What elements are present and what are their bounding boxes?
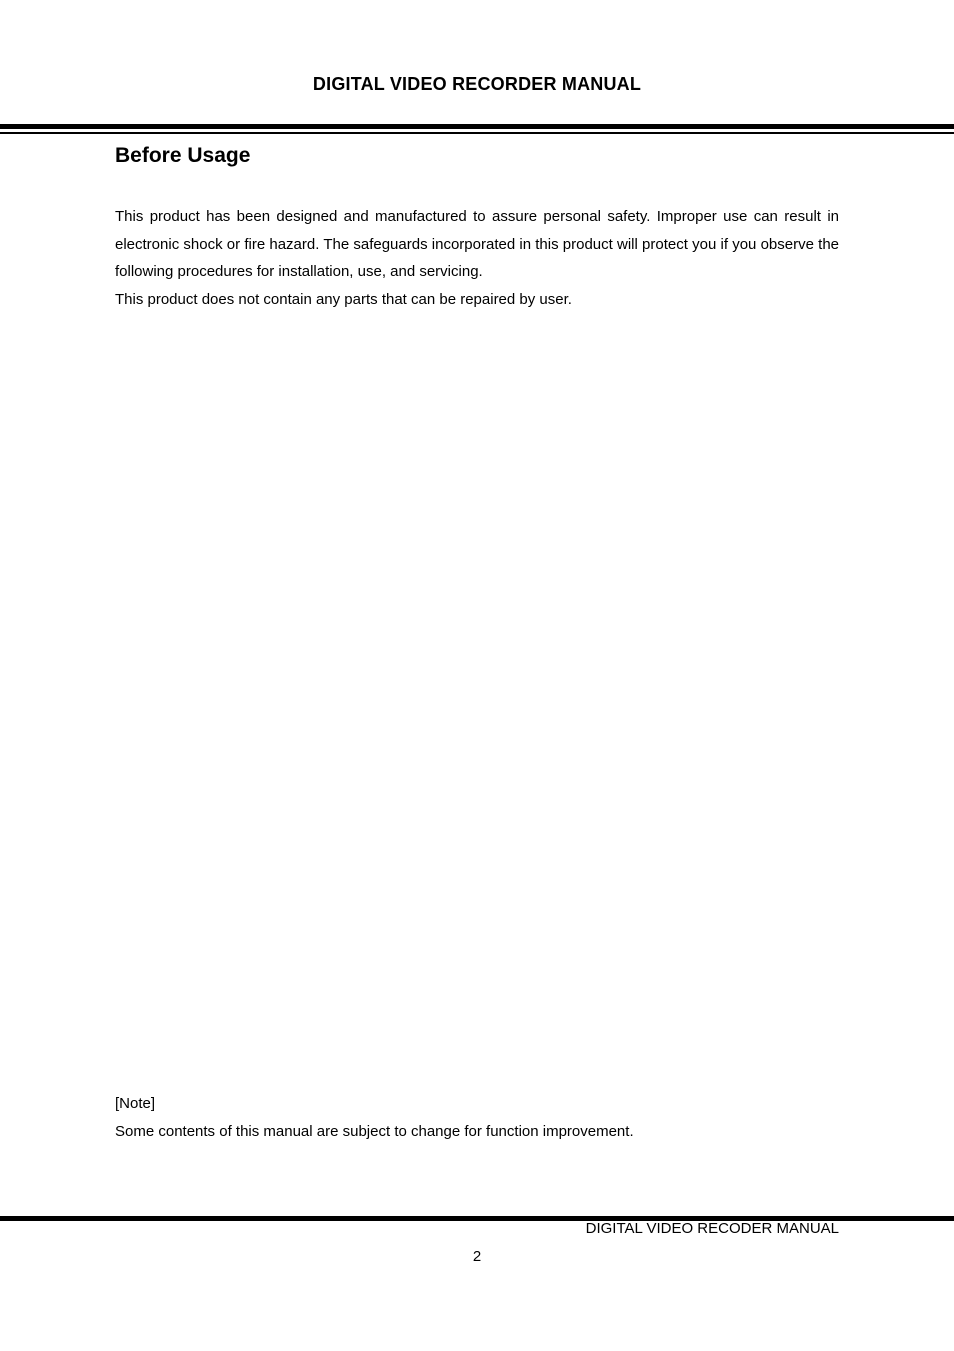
note-label: [Note]	[115, 1095, 156, 1112]
note-block	[115, 1090, 839, 1146]
page-header-title: DIGITAL VIDEO RECORDER MANUAL	[312, 74, 642, 94]
section-heading: Before Usage	[115, 144, 251, 167]
header-divider-thin	[0, 132, 954, 134]
page-number: 2	[472, 1248, 482, 1265]
safety-paragraph: This product has been designed and manufactured to assure personal safety. Improper use can result in electronic shock or fire hazard. The safeguards incorporated in this product will protect you if you observe the following procedures for installation, use, and servicing.	[115, 208, 839, 281]
intro-text-block	[115, 203, 839, 314]
page-footer-title: DIGITAL VIDEO RECODER MANUAL	[585, 1220, 839, 1237]
note-text: Some contents of this manual are subject to change for function improvement.	[115, 1123, 634, 1140]
repair-paragraph: This product does not contain any parts that can be repaired by user.	[115, 291, 572, 309]
header-divider-thick	[0, 124, 954, 129]
